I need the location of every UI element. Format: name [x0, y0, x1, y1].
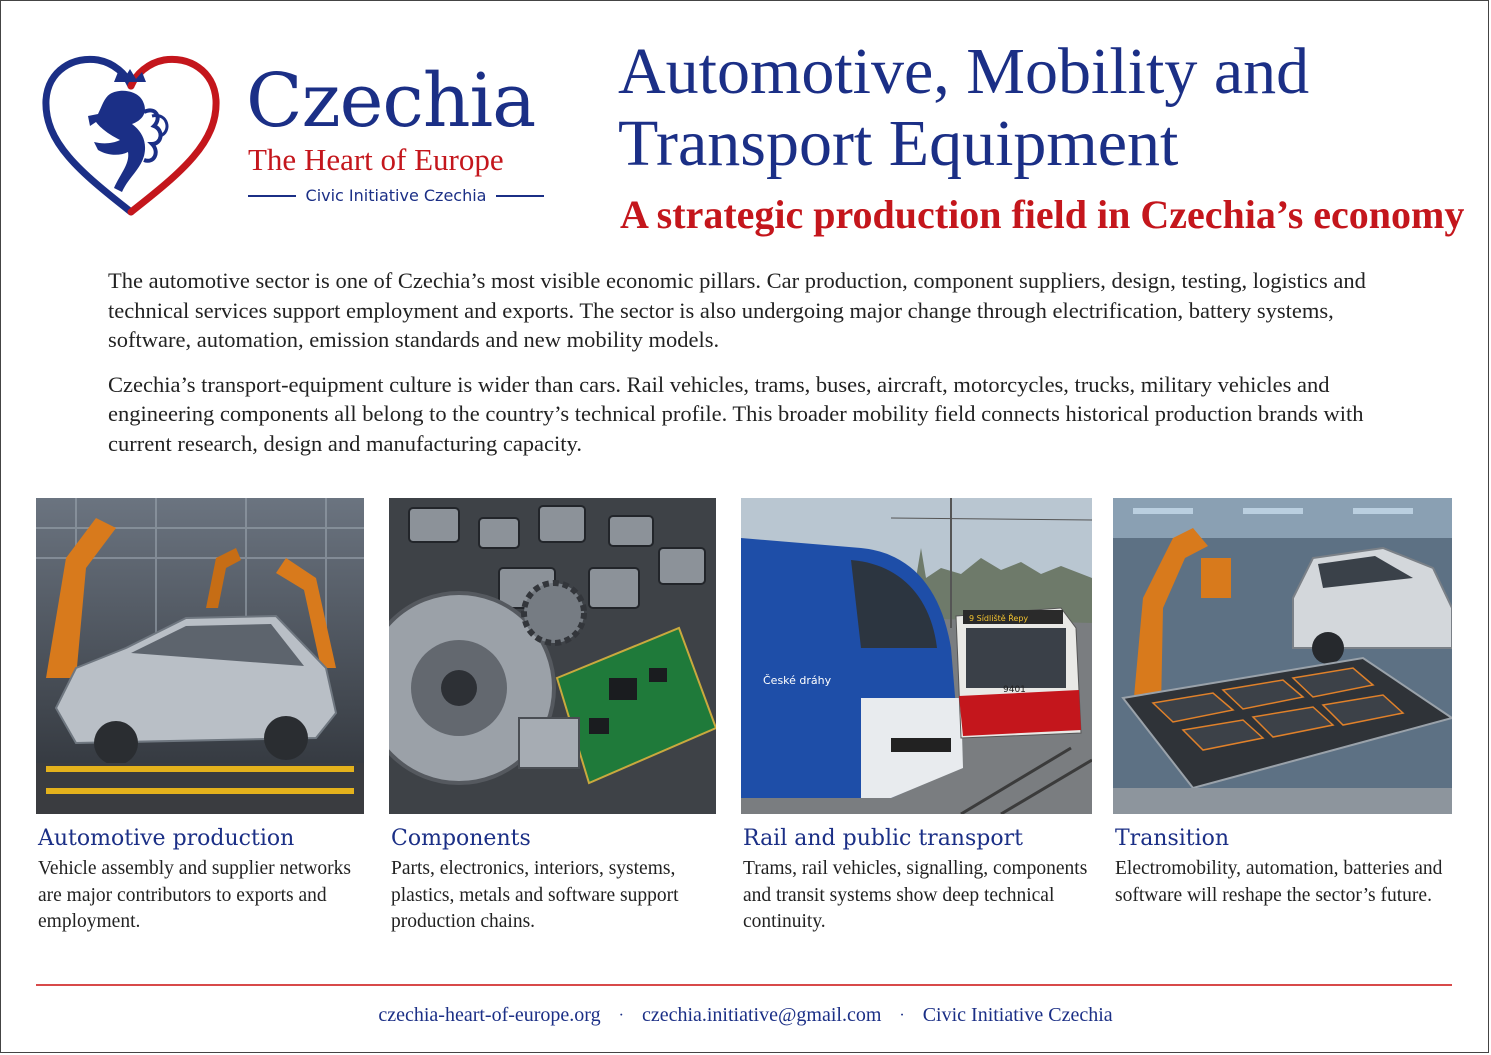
card-title: Components: [391, 826, 531, 851]
card-components: [389, 498, 716, 936]
car-assembly-line-image: [36, 498, 364, 814]
card-title: Rail and public transport: [743, 826, 1023, 851]
train-and-tram-image: [741, 498, 1092, 814]
card-title: Transition: [1115, 826, 1230, 851]
tram-route-display: 9 Sídliště Řepy: [969, 614, 1029, 623]
card-text: Trams, rail vehicles, signalling, components and transit systems show deep technical continuity.: [743, 858, 1088, 932]
divider: [248, 195, 296, 197]
heart-lion-emblem-icon: [40, 52, 222, 218]
intro-text: [108, 266, 1398, 473]
footer-separator: ·: [899, 1006, 905, 1024]
card-transition: [1113, 498, 1452, 909]
card-title: Automotive production: [38, 826, 295, 851]
brand-logo: [40, 52, 560, 222]
components-image: [389, 498, 716, 814]
footer-website-link[interactable]: czechia-heart-of-europe.org: [378, 1004, 601, 1026]
card-text: Vehicle assembly and supplier networks are major contributors to exports and employment.: [38, 858, 352, 932]
brand-tagline: The Heart of Europe: [248, 142, 504, 177]
footer-divider: [36, 984, 1452, 986]
footer-separator: ·: [618, 1006, 624, 1024]
intro-paragraph-1: The automotive sector is one of Czechia’s most visible economic pillars. Car production, component suppliers, design, testing, logistics and technical services support employment and exports. The sector is also undergoing major change through electrification, battery systems, software, automation, emission standards and new mobility models.: [108, 268, 1366, 352]
page-title: Automotive, Mobility and Transport Equipment: [618, 35, 1310, 180]
brand-organization: [248, 186, 544, 205]
brand-organization-label: Civic Initiative Czechia: [305, 186, 487, 205]
tram-number-label: 9401: [1003, 685, 1026, 695]
intro-paragraph-2: Czechia’s transport-equipment culture is wider than cars. Rail vehicles, trams, buses, aircraft, motorcycles, trucks, military vehicles and engineering components all belong to the country’s technical profile. This broader mobility field connects historical production brands with current research, design and manufacturing capacity.: [108, 371, 1364, 456]
battery-robot-image: [1113, 498, 1452, 814]
divider: [496, 195, 544, 197]
footer: [0, 1004, 1491, 1027]
train-brand-label: České dráhy: [763, 674, 832, 687]
card-automotive-production: [36, 498, 364, 936]
card-text: Parts, electronics, interiors, systems, plastics, metals and software support production chains.: [391, 858, 679, 932]
footer-email-link[interactable]: czechia.initiative@gmail.com: [641, 1004, 882, 1026]
page-subtitle: A strategic production field in Czechia’s economy: [620, 192, 1465, 237]
footer-organization: Civic Initiative Czechia: [922, 1004, 1113, 1026]
card-rail-public-transport: [741, 498, 1092, 936]
card-text: Electromobility, automation, batteries and software will reshape the sector’s future.: [1115, 858, 1443, 906]
brand-name: Czechia: [246, 58, 536, 144]
